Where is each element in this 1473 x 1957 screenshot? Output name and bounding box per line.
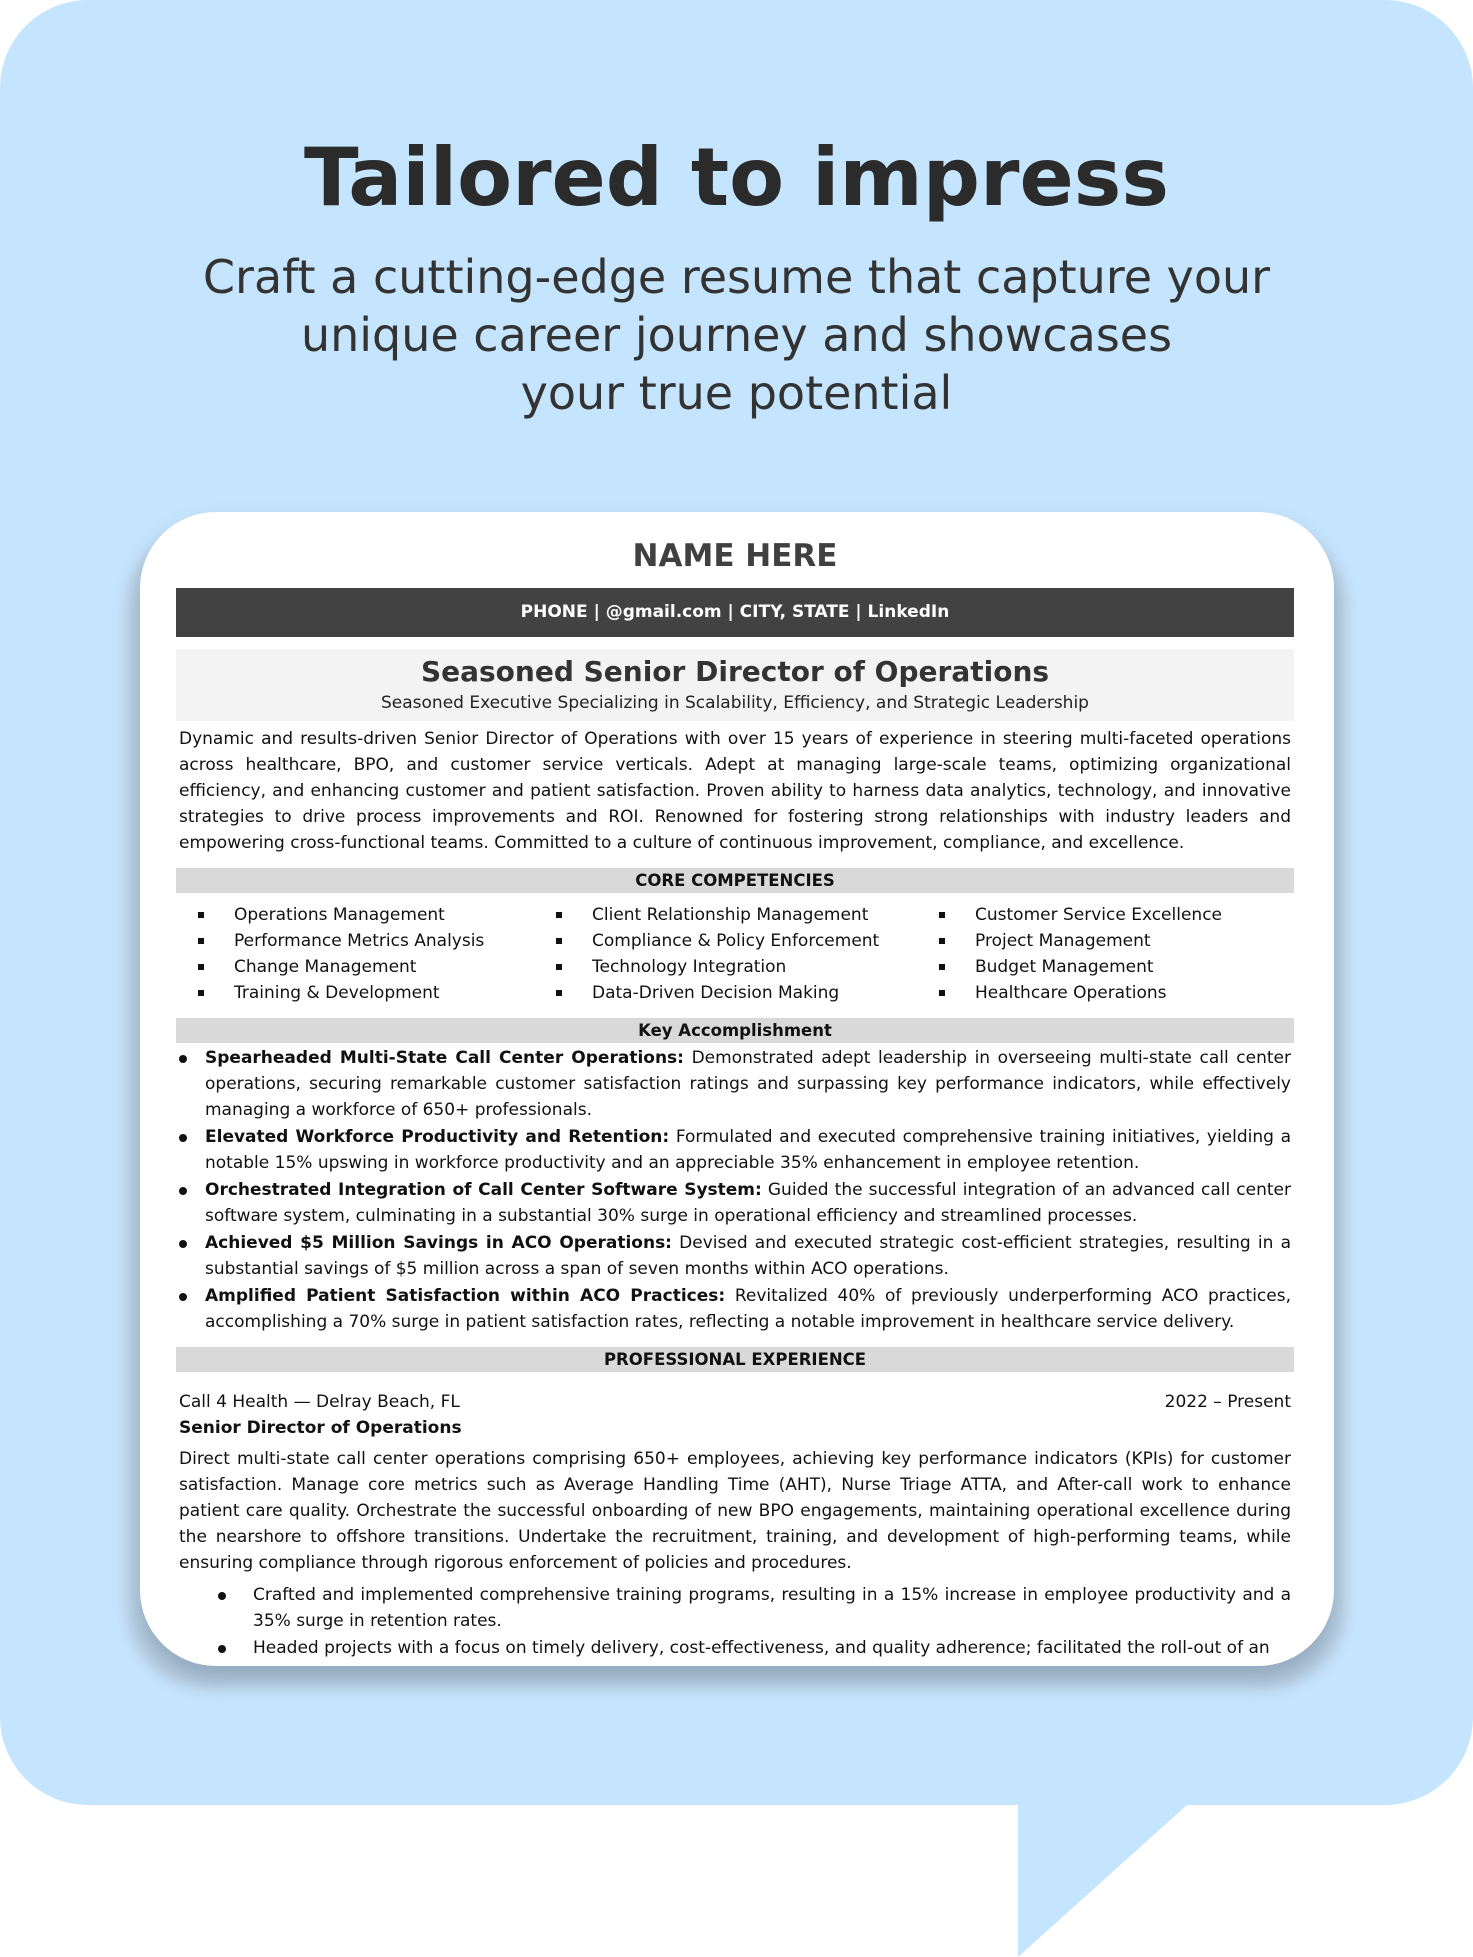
resume-title: Seasoned Senior Director of Operations [420, 655, 1050, 688]
subheadline-line: Craft a cutting-edge resume that capture your [202, 250, 1271, 304]
competencies-column [176, 902, 534, 1006]
experience-heading: PROFESSIONAL EXPERIENCE [176, 1347, 1294, 1372]
job-bullets [176, 1582, 1294, 1661]
contact-bar: PHONE | @gmail.com | CITY, STATE | LinkedIn [176, 588, 1294, 637]
competency-item: Compliance & Policy Enforcement [534, 928, 937, 954]
competency-item: Customer Service Excellence [937, 902, 1294, 928]
accomplishment-text: Revitalized 40% of previously underperforming ACO practices, accomplishing a 70% surge in patient satisfaction rates, reflecting a notable improvement in healthcare service delivery. [205, 1286, 1291, 1332]
competency-item: Project Management [937, 928, 1294, 954]
accomplishment-item [176, 1124, 1294, 1176]
accomplishment-text: Devised and executed strategic cost-efficient strategies, resulting in a substantial savings of $5 million across a span of seven months within ACO operations. [205, 1233, 1291, 1279]
accomplishment-lead: Amplified Patient Satisfaction within ACO Practices: [205, 1286, 726, 1306]
competencies-column [534, 902, 937, 1006]
accomplishment-item [176, 1177, 1294, 1229]
job-title: Senior Director of Operations [179, 1418, 462, 1438]
subheadline-line: your true potential [520, 366, 953, 420]
job-dates: 2022 – Present [1164, 1392, 1291, 1412]
accomplishment-lead: Spearheaded Multi-State Call Center Operations: [205, 1048, 684, 1068]
resume-name: NAME HERE [632, 538, 838, 574]
summary-paragraph: Dynamic and results-driven Senior Director of Operations with over 15 years of experience in steering multi-faceted operations across healthcare, BPO, and customer service verticals. Adept at managing large-scale teams, optimizing organizational efficiency, and enhancing customer and patient satisfaction. Proven ability to harness data analytics, technology, and innovative strategies to drive process improvements and ROI. Renowned for fostering strong relationships with industry leaders and empowering cross-functional teams. Committed to a culture of continuous improvement, compliance, and excellence. [179, 729, 1291, 853]
accomplishment-text: Demonstrated adept leadership in overseeing multi-state call center operations, securing remarkable customer satisfaction ratings and surpassing key performance indicators, while effectively managing a workforce of 650+ professionals. [205, 1048, 1291, 1120]
competency-item: Healthcare Operations [937, 980, 1294, 1006]
competencies-column [937, 902, 1294, 1006]
accomplishment-item [176, 1283, 1294, 1335]
accomplishments-list [176, 1045, 1294, 1335]
accomplishment-lead: Achieved $5 Million Savings in ACO Operations: [205, 1233, 672, 1253]
job-bullet: Crafted and implemented comprehensive training programs, resulting in a 15% increase in employee productivity and a 35% surge in retention rates. [176, 1582, 1294, 1634]
subheadline-line: unique career journey and showcases [300, 308, 1173, 362]
subheadline [150, 248, 1323, 422]
resume-card [140, 512, 1334, 1666]
accomplishment-text: Guided the successful integration of an advanced call center software system, culminating in a substantial 30% surge in operational efficiency and streamlined processes. [205, 1180, 1291, 1226]
accomplishment-item [176, 1045, 1294, 1123]
competency-item: Budget Management [937, 954, 1294, 980]
competencies-heading: CORE COMPETENCIES [176, 868, 1294, 893]
accomplishment-text: Formulated and executed comprehensive training initiatives, yielding a notable 15% upswing in workforce productivity and an appreciable 35% enhancement in employee retention. [205, 1127, 1292, 1173]
job-description: Direct multi-state call center operations comprising 650+ employees, achieving key performance indicators (KPIs) for customer satisfaction. Manage core metrics such as Average Handling Time (AHT), Nurse Triage ATTA, and After-call work to enhance patient care quality. Orchestrate the successful onboarding of new BPO engagements, maintaining operational excellence during the nearshore to offshore transitions. Undertake the recruitment, training, and development of high-performing teams, while ensuring compliance through rigorous enforcement of policies and procedures. [179, 1449, 1291, 1573]
job-bullet: Headed projects with a focus on timely delivery, cost-effectiveness, and quality adherence; facilitated the roll-out of an [176, 1635, 1294, 1661]
resume-subtitle: Seasoned Executive Specializing in Scalability, Efficiency, and Strategic Leadership [381, 693, 1089, 713]
resume-document [176, 512, 1294, 1662]
competencies-grid [176, 902, 1294, 1006]
accomplishments-heading: Key Accomplishment [176, 1018, 1294, 1043]
competency-item: Client Relationship Management [534, 902, 937, 928]
competency-item: Operations Management [176, 902, 534, 928]
competency-item: Training & Development [176, 980, 534, 1006]
competency-item: Change Management [176, 954, 534, 980]
accomplishment-item [176, 1230, 1294, 1282]
competency-item: Performance Metrics Analysis [176, 928, 534, 954]
job-header [179, 1389, 1291, 1415]
speech-bubble-tail [1018, 1795, 1198, 1957]
accomplishment-lead: Elevated Workforce Productivity and Retention: [205, 1127, 670, 1147]
title-block [176, 649, 1294, 721]
competency-item: Data-Driven Decision Making [534, 980, 937, 1006]
competency-item: Technology Integration [534, 954, 937, 980]
job-company: Call 4 Health — Delray Beach, FL [179, 1392, 460, 1412]
headline: Tailored to impress [304, 131, 1169, 224]
accomplishment-lead: Orchestrated Integration of Call Center Software System: [205, 1180, 762, 1200]
